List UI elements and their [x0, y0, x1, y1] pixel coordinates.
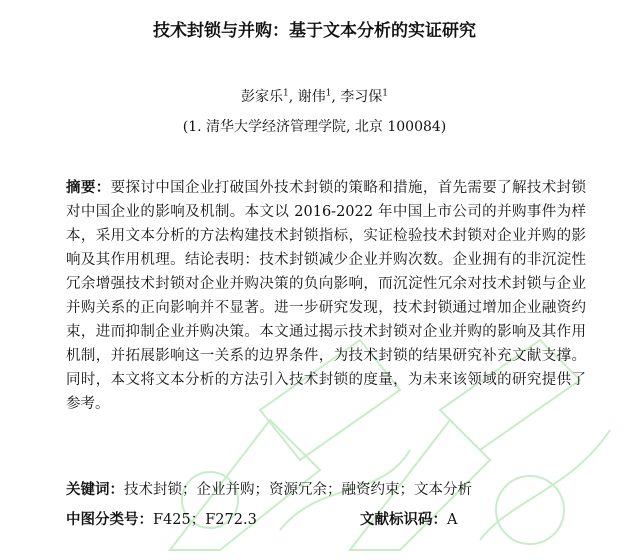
author-name: 彭家乐 [240, 89, 283, 105]
doc-code-label: 文献标识码： [360, 512, 447, 528]
keywords-label: 关键词： [66, 482, 124, 498]
author-affiliation-mark: 1 [282, 88, 289, 99]
author-list [0, 86, 629, 106]
author-name: 李习保 [340, 89, 383, 105]
author-name: 谢伟 [297, 89, 326, 105]
keywords [66, 478, 606, 499]
clc-label: 中图分类号： [66, 512, 153, 528]
clc-value: F425；F272.3 [153, 512, 257, 528]
document-code [360, 508, 457, 529]
affiliation: (1. 清华大学经济管理学院, 北京 100084) [182, 119, 447, 135]
abstract-text: 要探讨中国企业打破国外技术封锁的策略和措施，首先需要了解技术封锁对中国企业的影响及机制。本文以 2016-2022 年中国上市公司的并购事件为样本，采用文本分析的方法构建技术封锁指标，实证检验技术封锁对企业并购的影响及其作用机理。结论表明：技术封锁减少企业并购次数。企业拥有的非沉淀性冗余增强技术封锁对企业并购决策的负向影响，而沉淀性冗余对技术封锁与企业并购关系的正向影响并不显著。进一步研究发现，技术封锁通过增加企业融资约束，进而抑制企业并购决策。本文通过揭示技术封锁对企业并购的影响及其作用机制，并拓展影响这一关系的边界条件，为技术封锁的结果研究补充文献支撑。同时，本文将文本分析的方法引入技术封锁的度量，为未来该领域的研究提供了参考。 [66, 180, 587, 412]
paper-title: 技术封锁与并购：基于文本分析的实证研究 [153, 21, 476, 41]
author-separator: , [288, 89, 294, 105]
abstract [66, 176, 586, 416]
keywords-text: 技术封锁；企业并购；资源冗余；融资约束；文本分析 [124, 482, 472, 498]
author-affiliation-mark: 1 [382, 88, 388, 99]
author-separator: , [331, 89, 336, 105]
author-affiliation-mark: 1 [325, 88, 332, 99]
doc-code-value: A [447, 512, 458, 528]
clc-number [66, 508, 257, 529]
abstract-label: 摘要： [66, 180, 111, 196]
